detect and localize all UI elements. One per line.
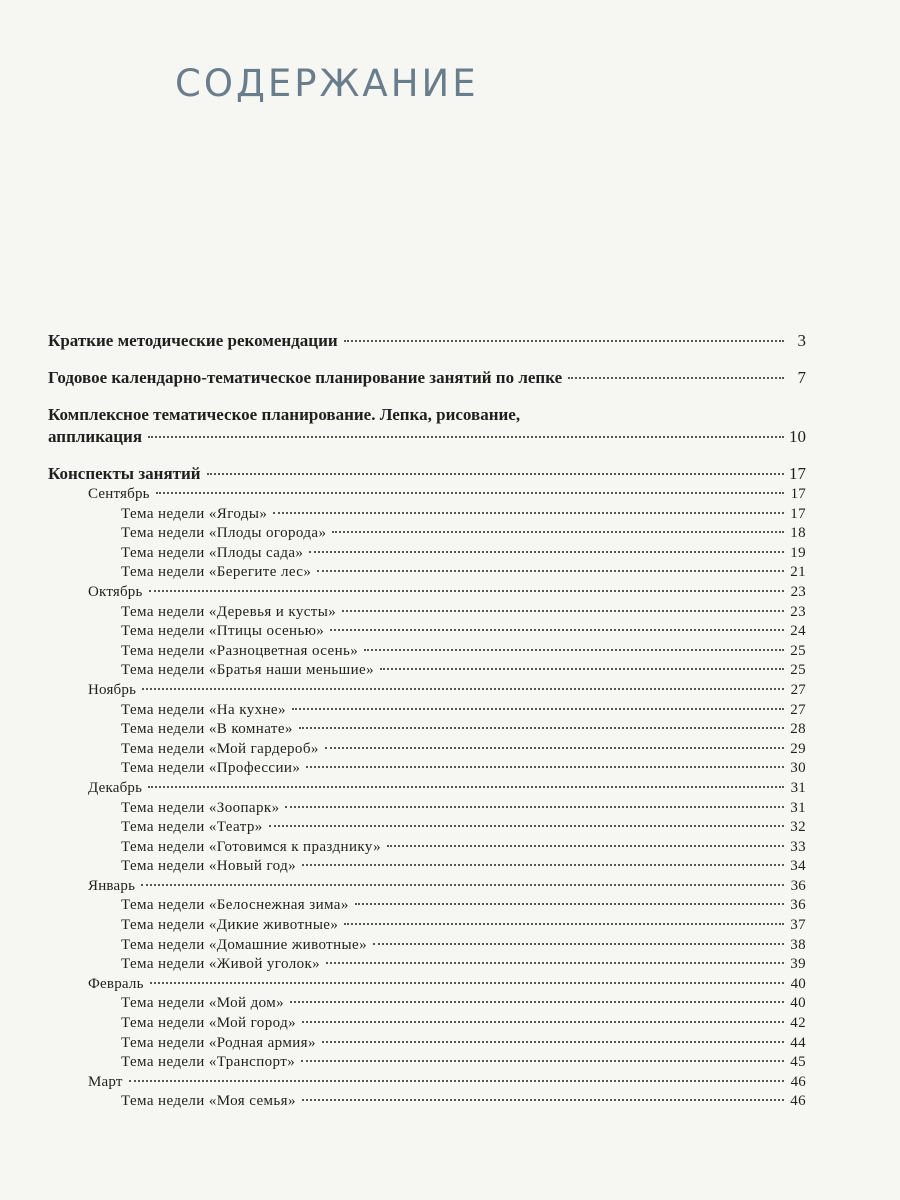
- month-list: [48, 485, 806, 1112]
- dot-leader: [380, 668, 784, 670]
- dot-leader: [309, 551, 784, 553]
- toc-topic-entry[interactable]: [48, 955, 806, 975]
- toc-entry-label: Декабрь: [88, 779, 143, 796]
- dot-leader: [330, 629, 784, 631]
- dot-leader: [322, 1041, 784, 1043]
- toc-topic-entry[interactable]: [48, 661, 806, 681]
- toc-entry-label: Тема недели «Плоды сада»: [121, 544, 304, 561]
- dot-leader: [156, 492, 784, 494]
- toc-month-entry[interactable]: [48, 485, 806, 505]
- toc-topic-entry[interactable]: [48, 544, 806, 564]
- toc-topic-entry[interactable]: [48, 622, 806, 642]
- dot-leader: [301, 1060, 784, 1062]
- toc-entry-guidelines[interactable]: [48, 330, 806, 352]
- dot-leader: [317, 570, 784, 572]
- toc-page-number: 19: [790, 544, 806, 561]
- page-title: СОДЕРЖАНИЕ: [175, 62, 479, 105]
- dot-leader: [292, 708, 784, 710]
- toc-entry-label: Февраль: [88, 975, 144, 992]
- toc-page-number: 39: [790, 956, 806, 973]
- dot-leader: [285, 806, 784, 808]
- toc-entry-label: Тема недели «Профессии»: [121, 760, 301, 777]
- dot-leader: [150, 982, 784, 984]
- toc-page-number: 27: [790, 701, 806, 718]
- toc-topic-entry[interactable]: [48, 838, 806, 858]
- toc-topic-entry[interactable]: [48, 701, 806, 721]
- toc-page-number: 40: [790, 975, 806, 992]
- toc-topic-entry[interactable]: [48, 1092, 806, 1112]
- toc-entry-label: Тема недели «Мой город»: [121, 1015, 297, 1032]
- toc-entry-label: Тема недели «Транспорт»: [121, 1054, 296, 1071]
- toc-page-number: 44: [790, 1034, 806, 1051]
- dot-leader: [342, 610, 784, 612]
- toc-page-number: 25: [790, 642, 806, 659]
- dot-leader: [129, 1080, 784, 1082]
- toc-entry-label: Октябрь: [88, 583, 143, 600]
- toc-page-number: 40: [790, 995, 806, 1012]
- toc-page-number: 28: [790, 721, 806, 738]
- toc-entry-label: Март: [88, 1073, 123, 1090]
- toc-page-number: 38: [790, 936, 806, 953]
- toc-page-number: 23: [790, 603, 806, 620]
- dot-leader: [387, 845, 784, 847]
- toc-entry-label: Тема недели «Моя семья»: [121, 1093, 296, 1110]
- dot-leader: [269, 825, 784, 827]
- toc-page-number: 46: [790, 1073, 806, 1090]
- toc-entry-label: Краткие методические рекомендации: [48, 331, 338, 350]
- toc-page-number: 23: [790, 583, 806, 600]
- dot-leader: [299, 727, 784, 729]
- toc-entry-label: Январь: [88, 877, 136, 894]
- toc-topic-entry[interactable]: [48, 603, 806, 623]
- toc-page-number: 29: [790, 740, 806, 757]
- toc-page-number: 17: [790, 486, 806, 502]
- toc-entry-label: Тема недели «Ягоды»: [121, 505, 268, 522]
- dot-leader: [364, 649, 784, 651]
- dot-leader: [148, 786, 784, 788]
- toc-entry-label: Тема недели «Новый год»: [121, 858, 297, 875]
- toc-entry-label: Тема недели «Птицы осенью»: [121, 623, 325, 640]
- toc-page-number: 18: [790, 525, 806, 542]
- dot-leader: [149, 590, 784, 592]
- toc-entry-complex-planning[interactable]: [48, 404, 806, 448]
- toc-page-number: 17: [789, 464, 806, 483]
- toc-topic-entry[interactable]: [48, 857, 806, 877]
- toc-page-number: 27: [790, 681, 806, 698]
- toc-topic-entry[interactable]: [48, 799, 806, 819]
- dot-leader: [344, 340, 784, 342]
- toc-entry-label: Тема недели «Мой дом»: [121, 995, 285, 1012]
- toc-entry-label: Тема недели «Дикие животные»: [121, 917, 339, 934]
- toc-month-entry[interactable]: [48, 681, 806, 701]
- toc-entry-label: Тема недели «Домашние животные»: [121, 936, 367, 953]
- toc-page-number: 25: [790, 662, 806, 679]
- toc-page-number: 32: [790, 819, 806, 836]
- dot-leader: [344, 923, 784, 925]
- toc-page-number: 46: [790, 1093, 806, 1110]
- toc-topic-entry[interactable]: [48, 720, 806, 740]
- toc-entry-label: Комплексное тематическое планирование. Лепка, рисование,: [48, 405, 521, 424]
- toc-month-entry[interactable]: [48, 975, 806, 995]
- toc-topic-entry[interactable]: [48, 563, 806, 583]
- dot-leader: [326, 962, 784, 964]
- toc-entry-label: Тема недели «Деревья и кусты»: [121, 603, 337, 620]
- toc-entry-label: Тема недели «Родная армия»: [121, 1034, 316, 1051]
- toc-entry-label: Тема недели «Братья наши меньшие»: [121, 662, 374, 679]
- toc-topic-entry[interactable]: [48, 642, 806, 662]
- toc-entry-label: Тема недели «Готовимся к празднику»: [121, 838, 382, 855]
- toc-topic-entry[interactable]: [48, 740, 806, 760]
- toc-page-number: 7: [797, 368, 806, 387]
- toc-entry-label: Тема недели «Плоды огорода»: [121, 525, 327, 542]
- dot-leader: [290, 1001, 784, 1003]
- toc-page-number: 33: [790, 838, 806, 855]
- toc-page-number: 42: [790, 1015, 806, 1032]
- toc-topic-entry[interactable]: [48, 1053, 806, 1073]
- toc-page-number: 36: [790, 897, 806, 914]
- toc-entry-lesson-notes[interactable]: [48, 463, 806, 485]
- dot-leader: [306, 766, 784, 768]
- toc-topic-entry[interactable]: [48, 896, 806, 916]
- toc-entry-label: Тема недели «Берегите лес»: [121, 564, 312, 581]
- dot-leader: [207, 473, 784, 475]
- table-of-contents: [48, 330, 806, 1112]
- toc-entry-label: Тема недели «На кухне»: [121, 701, 286, 718]
- toc-entry-label: Тема недели «Разноцветная осень»: [121, 642, 359, 659]
- toc-topic-entry[interactable]: [48, 936, 806, 956]
- toc-page-number: 30: [790, 760, 806, 777]
- toc-page-number: 34: [790, 858, 806, 875]
- toc-entry-label: Тема недели «Мой гардероб»: [121, 740, 319, 757]
- toc-month-entry[interactable]: [48, 877, 806, 897]
- toc-topic-entry[interactable]: [48, 994, 806, 1014]
- toc-topic-entry[interactable]: [48, 1014, 806, 1034]
- toc-topic-entry[interactable]: [48, 818, 806, 838]
- toc-page-number: 45: [790, 1054, 806, 1071]
- dot-leader: [302, 1099, 784, 1101]
- toc-entry-label: Конспекты занятий: [48, 464, 201, 483]
- toc-month-entry[interactable]: [48, 1073, 806, 1093]
- toc-entry-annual-planning[interactable]: [48, 367, 806, 389]
- dot-leader: [373, 943, 784, 945]
- toc-entry-label: Тема недели «Живой уголок»: [121, 956, 321, 973]
- toc-entry-label-continued: аппликация: [48, 427, 143, 446]
- toc-page-number: 10: [789, 427, 806, 446]
- toc-page-number: 24: [790, 623, 806, 640]
- toc-entry-label: Тема недели «Театр»: [121, 819, 263, 836]
- toc-page-number: 37: [790, 917, 806, 934]
- dot-leader: [325, 747, 784, 749]
- dot-leader: [355, 903, 784, 905]
- dot-leader: [273, 512, 784, 514]
- toc-page-number: 31: [790, 779, 806, 796]
- toc-entry-label: Тема недели «В комнате»: [121, 721, 293, 738]
- toc-topic-entry[interactable]: [48, 505, 806, 525]
- toc-entry-label: Тема недели «Зоопарк»: [121, 799, 280, 816]
- dot-leader: [332, 531, 784, 533]
- dot-leader: [568, 377, 784, 379]
- toc-topic-entry[interactable]: [48, 916, 806, 936]
- toc-page-number: 21: [790, 564, 806, 581]
- toc-topic-entry[interactable]: [48, 524, 806, 544]
- toc-page-number: 17: [790, 505, 806, 522]
- toc-page-number: 31: [790, 799, 806, 816]
- toc-topic-entry[interactable]: [48, 1034, 806, 1054]
- toc-month-entry[interactable]: [48, 583, 806, 603]
- toc-topic-entry[interactable]: [48, 759, 806, 779]
- dot-leader: [142, 688, 784, 690]
- toc-page-number: 3: [797, 331, 806, 350]
- toc-month-entry[interactable]: [48, 779, 806, 799]
- dot-leader: [141, 884, 784, 886]
- toc-entry-label: Ноябрь: [88, 681, 137, 698]
- toc-page-number: 36: [790, 877, 806, 894]
- toc-entry-label: Годовое календарно-тематическое планирование занятий по лепке: [48, 368, 563, 387]
- toc-entry-label: Сентябрь: [88, 486, 150, 502]
- toc-entry-label: Тема недели «Белоснежная зима»: [121, 897, 349, 914]
- dot-leader: [302, 1021, 784, 1023]
- dot-leader: [148, 436, 784, 438]
- dot-leader: [302, 864, 784, 866]
